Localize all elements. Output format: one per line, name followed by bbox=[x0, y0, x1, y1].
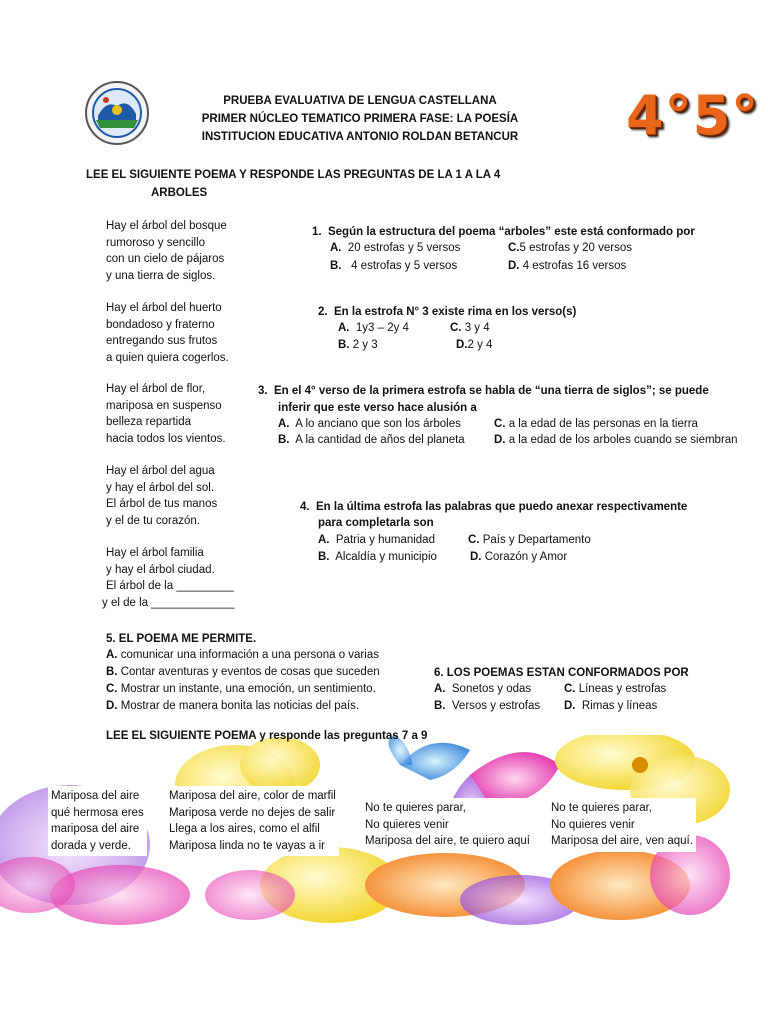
q5-option-d: D. Mostrar de manera bonita las noticias del país. bbox=[106, 700, 360, 712]
stanza-4: Hay el árbol del agua y hay el árbol del sol. El árbol de tus manos y el de tu corazón. bbox=[106, 465, 218, 527]
q1-option-d: D. 4 estrofas 16 versos bbox=[508, 260, 627, 272]
q5-option-b: B. Contar aventuras y eventos de cosas que suceden bbox=[106, 666, 380, 678]
grade-label: 4°5° bbox=[626, 84, 760, 147]
q4-option-c: C. País y Departamento bbox=[468, 534, 591, 546]
q4-option-b: B. Alcaldía y municipio bbox=[318, 551, 437, 563]
stanza-3: Hay el árbol de flor, mariposa en suspenso belleza repartida hacia todos los vientos. bbox=[106, 383, 226, 445]
poem2-stanza-2: Mariposa del aire, color de marfil Mariposa verde no dejes de salir Llega a los aires, como el alfil Mariposa linda no te vayas a ir bbox=[166, 786, 339, 856]
q3-option-b: B. A la cantidad de años del planeta bbox=[278, 434, 465, 446]
stanza-2: Hay el árbol del huerto bondadoso y fraterno entregando sus frutos a quien quiera cogerlos. bbox=[106, 302, 229, 364]
q3-option-a: A. A lo anciano que son los árboles bbox=[278, 418, 461, 430]
q4-option-a: A. Patria y humanidad bbox=[318, 534, 435, 546]
q6-option-c: C. Líneas y estrofas bbox=[564, 683, 667, 695]
instructions-1: LEE EL SIGUIENTE POEMA Y RESPONDE LAS PREGUNTAS DE LA 1 A LA 4 bbox=[86, 169, 501, 181]
poem-title: ARBOLES bbox=[151, 187, 208, 199]
poem2-stanza-4: No te quieres parar, No quieres venir Mariposa del aire, ven aquí. bbox=[548, 798, 696, 852]
q2-option-b: B. 2 y 3 bbox=[338, 339, 378, 351]
header-line-3: INSTITUCION EDUCATIVA ANTONIO ROLDAN BETANCUR bbox=[201, 131, 519, 143]
q3-option-c: C. a la edad de las personas en la tierra bbox=[494, 418, 698, 430]
header-line-1: PRUEBA EVALUATIVA DE LENGUA CASTELLANA bbox=[223, 95, 497, 107]
q1-option-a: A. 20 estrofas y 5 versos bbox=[330, 242, 461, 254]
stanza-1: Hay el árbol del bosque rumoroso y sencillo con un cielo de pájaros y una tierra de siglos. bbox=[106, 220, 227, 282]
q2-option-c: C. 3 y 4 bbox=[450, 322, 490, 334]
q6-option-b: B. Versos y estrofas bbox=[434, 700, 541, 712]
poem2-stanza-3: No te quieres parar, No quieres venir Mariposa del aire, te quiero aquí bbox=[362, 798, 533, 852]
question-5: 5. EL POEMA ME PERMITE. bbox=[106, 633, 257, 645]
question-3-line-2: inferir que este verso hace alusión a bbox=[278, 402, 477, 414]
question-3: 3. En el 4° verso de la primera estrofa se habla de “una tierra de siglos”; se puede bbox=[258, 385, 709, 397]
question-6: 6. LOS POEMAS ESTAN CONFORMADOS POR bbox=[434, 667, 689, 679]
instructions-2: LEE EL SIGUIENTE POEMA y responde las preguntas 7 a 9 bbox=[106, 730, 428, 742]
q3-option-d: D. a la edad de los arboles cuando se siembran bbox=[494, 434, 738, 446]
q2-option-d: D.2 y 4 bbox=[456, 339, 493, 351]
q1-option-b: B. 4 estrofas y 5 versos bbox=[330, 260, 458, 272]
question-4: 4. En la última estrofa las palabras que puedo anexar respectivamente bbox=[300, 501, 688, 513]
q6-option-a: A. Sonetos y odas bbox=[434, 683, 532, 695]
header-line-2: PRIMER NÚCLEO TEMATICO PRIMERA FASE: LA POESÍA bbox=[201, 113, 519, 125]
q2-option-a: A. 1y3 – 2y 4 bbox=[338, 322, 409, 334]
question-1: 1. Según la estructura del poema “arboles” este está conformado por bbox=[312, 226, 695, 238]
q5-option-c: C. Mostrar un instante, una emoción, un sentimiento. bbox=[106, 683, 376, 695]
stanza-5: Hay el árbol familia y hay el árbol ciudad. El árbol de la _________ y el de la _____________ bbox=[102, 547, 235, 609]
poem2-stanza-1: Mariposa del aire qué hermosa eres mariposa del aire dorada y verde. bbox=[48, 786, 147, 856]
q1-option-c: C.5 estrofas y 20 versos bbox=[508, 242, 632, 254]
question-2: 2. En la estrofa N° 3 existe rima en los verso(s) bbox=[318, 306, 577, 318]
question-4-line-2: para completarla son bbox=[318, 517, 434, 529]
q6-option-d: D. Rimas y líneas bbox=[564, 700, 658, 712]
q4-option-d: D. Corazón y Amor bbox=[470, 551, 568, 563]
school-logo bbox=[84, 80, 150, 146]
q5-option-a: A. comunicar una información a una persona o varias bbox=[106, 649, 379, 661]
